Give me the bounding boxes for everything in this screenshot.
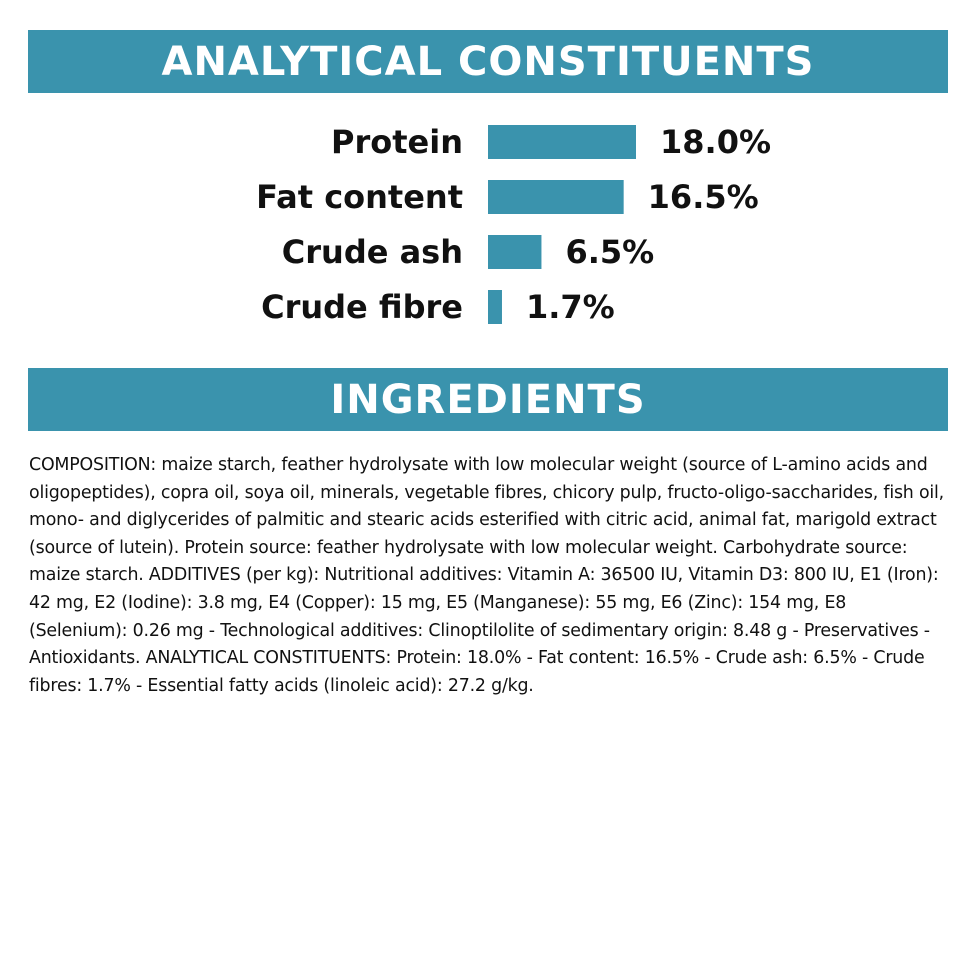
bar-value-fat-content: 16.5% (647, 178, 759, 216)
bar-crude-fibre (488, 290, 502, 324)
bar-value-crude-fibre: 1.7% (525, 288, 615, 326)
bar-fat-content (488, 180, 624, 214)
bar-label-crude-fibre: Crude fibre (261, 288, 463, 326)
bar-value-protein: 18.0% (660, 123, 772, 161)
bar-protein (488, 125, 636, 159)
ingredients-banner (28, 368, 948, 431)
bar-crude-ash (488, 235, 541, 269)
analytical-constituents-title: ANALYTICAL CONSTITUENTS (161, 38, 815, 85)
bar-label-protein: Protein (331, 123, 463, 161)
bar-label-crude-ash: Crude ash (281, 233, 463, 271)
bar-value-crude-ash: 6.5% (565, 233, 655, 271)
ingredients-composition-text: COMPOSITION: maize starch, feather hydrolysate with low molecular weight (source of L-amino acids and oligopeptides), copra oil, soya oil, minerals, vegetable fibres, chicory pulp, fructo-oligo-saccharides, fish oil, mono- and diglycerides of palmitic and stearic acids esterified with citric acid, animal fat, marigold extract (source of lutein). Protein source: feather hydrolysate with low molecular weight. Carbohydrate source: maize starch. ADDITIVES (per kg): Nutritional additives: Vitamin A: 36500 IU, Vitamin D3: 800 IU, E1 (Iron): 42 mg, E2 (Iodine): 3.8 mg, E4 (Copper): 15 mg, E5 (Manganese): 55 mg, E6 (Zinc): 154 mg, E8 (Selenium): 0.26 mg - Technological additives: Clinoptilolite of sedimentary origin: 8.48 g - Preservatives - Antioxidants. ANALYTICAL CONSTITUENTS: Protein: 18.0% - Fat content: 16.5% - Crude ash: 6.5% - Crude fibres: 1.7% - Essential fatty acids (linoleic acid): 27.2 g/kg. (29, 455, 944, 696)
analytical-bar-chart (0, 110, 976, 340)
ingredients-title: INGREDIENTS (330, 376, 646, 423)
bar-label-fat-content: Fat content (256, 178, 463, 216)
analytical-constituents-banner (28, 30, 948, 93)
